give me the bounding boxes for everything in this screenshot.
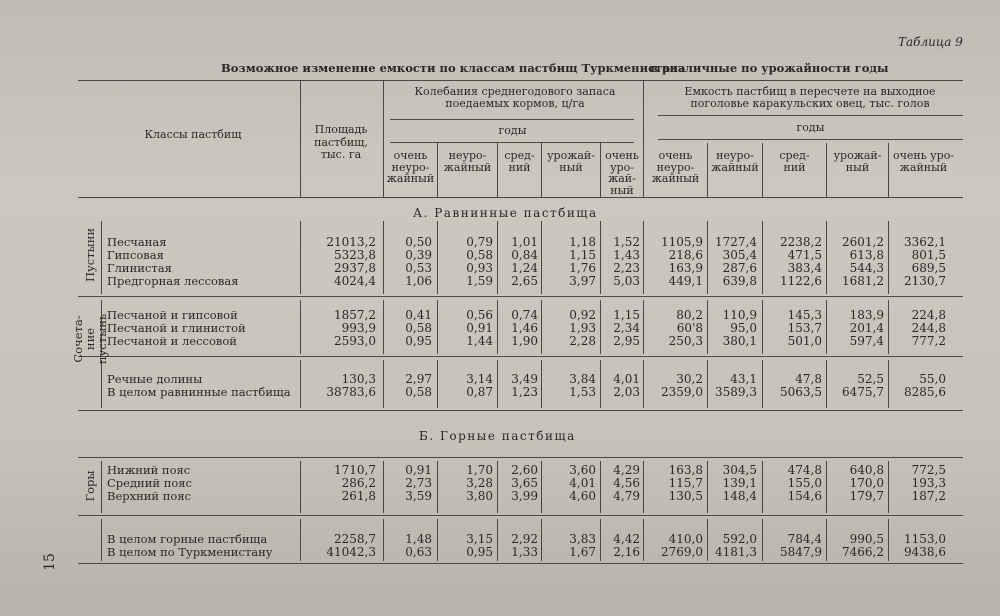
table-cell: 2238,2	[780, 235, 822, 249]
table-cell: 3,83	[569, 532, 596, 546]
table-number: Таблица 9	[898, 35, 963, 49]
header-capacity-column: жайный	[899, 160, 948, 174]
table-cell: 2,92	[511, 532, 538, 546]
table-cell: 1,67	[569, 545, 596, 560]
table-cell: 2,16	[613, 545, 640, 560]
table-cell: 187,2	[911, 489, 946, 504]
table-cell: 1,44	[466, 334, 493, 349]
table-cell: 3589,3	[715, 385, 757, 400]
column-rule	[101, 461, 102, 513]
table-cell: 2130,7	[904, 274, 946, 289]
table-title: Возможное изменение емкости по классам пастбищ Туркменистана	[221, 61, 686, 75]
header-fluct-column: ный	[610, 183, 634, 197]
column-rule	[300, 221, 301, 294]
table-cell: 4,29	[613, 463, 640, 477]
table-cell: 193,3	[911, 476, 946, 491]
table-cell: 163,9	[668, 261, 703, 276]
table-cell: 153,7	[787, 321, 822, 336]
header-years: годы	[796, 121, 825, 134]
table-cell: 0,79	[466, 235, 493, 249]
table-cell: 1710,7	[334, 463, 376, 477]
table-cell: 183,9	[849, 308, 884, 322]
table-cell: 0,50	[405, 235, 432, 249]
header-capacity: Емкость пастбищ в пересчете на выходное	[684, 85, 936, 98]
table-cell: 2593,0	[334, 334, 376, 349]
rule-line	[658, 139, 963, 140]
table-cell: 218,6	[668, 248, 703, 263]
header-fluctuation: Колебания среднегодового запаса	[414, 85, 616, 98]
table-cell: 2,34	[613, 321, 640, 336]
header-capacity-column: очень уро-	[892, 149, 955, 162]
table-cell: 597,4	[849, 334, 884, 349]
header-fluct-column: ный	[559, 160, 583, 174]
header-fluct-column: жайный	[386, 172, 435, 185]
rule-line	[78, 356, 963, 357]
rule-line	[390, 119, 634, 120]
header-classes: Классы пастбищ	[144, 128, 242, 141]
column-rule	[300, 360, 301, 408]
table-cell: 6475,7	[842, 385, 884, 400]
table-cell: 2258,7	[334, 532, 376, 546]
table-cell: 1,76	[569, 261, 596, 276]
header-fluct-column: очень	[393, 149, 428, 162]
table-cell: 1,59	[466, 274, 493, 289]
row-label: Верхний пояс	[107, 489, 192, 504]
table-cell: 43,1	[730, 372, 757, 386]
table-cell: 3,28	[466, 476, 493, 491]
table-cell: 55,0	[919, 372, 946, 386]
rule-line	[78, 563, 963, 564]
table-cell: 689,5	[911, 261, 946, 276]
table-cell: 1,23	[511, 385, 538, 400]
table-cell: 0,95	[405, 334, 432, 349]
rule-line	[78, 515, 963, 516]
table-cell: 1,70	[466, 463, 493, 477]
table-cell: 1857,2	[334, 308, 376, 322]
row-label: Песчаной и гипсовой	[107, 308, 238, 322]
rule-line	[78, 80, 963, 81]
row-label: Глинистая	[107, 261, 172, 276]
table-cell: 170,0	[849, 476, 884, 491]
column-rule	[300, 519, 301, 561]
table-cell: 1,06	[405, 274, 432, 289]
row-label: В целом равнинные пастбища	[107, 385, 291, 400]
table-cell: 0,58	[405, 321, 432, 336]
table-cell: 1,15	[569, 248, 596, 263]
header-capacity-column: урожай-	[833, 149, 882, 162]
table-cell: 286,2	[341, 476, 376, 491]
group-label	[72, 305, 108, 373]
group-label-line: ние	[83, 327, 97, 351]
table-cell: 3,59	[405, 489, 432, 504]
table-cell: 0,63	[405, 545, 432, 560]
table-cell: 501,0	[787, 334, 822, 349]
table-cell: 639,8	[722, 274, 757, 289]
section-title: Б. Горные пастбища	[419, 429, 576, 443]
table-cell: 0,53	[405, 261, 432, 276]
row-label: Предгорная лессовая	[107, 274, 239, 289]
table-cell: 3,49	[511, 372, 538, 386]
table-cell: 30,2	[676, 372, 703, 386]
table-cell: 1105,9	[661, 235, 703, 249]
table-cell: 1,93	[569, 321, 596, 336]
table-cell: 7466,2	[842, 545, 884, 560]
row-label: Песчаная	[107, 235, 167, 249]
table-cell: 4,60	[569, 489, 596, 504]
table-cell: 0,58	[466, 248, 493, 263]
table-cell: 1,33	[511, 545, 538, 560]
header-capacity-column: ний	[783, 160, 806, 174]
group-label: Горы	[83, 470, 97, 502]
header-fluct-column: жай-	[608, 172, 636, 185]
table-cell: 139,1	[722, 476, 757, 491]
table-cell: 2,73	[405, 476, 432, 491]
table-cell: 2,95	[613, 334, 640, 349]
table-cell: 1,24	[511, 261, 538, 276]
table-cell: 1,52	[613, 235, 640, 249]
row-label: Песчаной и лессовой	[107, 334, 237, 349]
table-cell: 5063,5	[780, 385, 822, 400]
column-rule	[101, 221, 102, 294]
table-cell: 640,8	[849, 463, 884, 477]
column-rule	[101, 519, 102, 561]
table-cell: 3,99	[511, 489, 538, 504]
table-cell: 471,5	[787, 248, 822, 263]
table-cell: 224,8	[911, 308, 946, 322]
header-capacity: поголовье каракульских овец, тыс. голов	[690, 97, 930, 110]
table-cell: 0,93	[466, 261, 493, 276]
table-title-cont: в различные по урожайности годы	[650, 61, 889, 75]
table-cell: 0,41	[405, 308, 432, 322]
table-cell: 1,43	[613, 248, 640, 263]
table-cell: 410,0	[668, 532, 703, 546]
header-fluct-column: неуро-	[448, 149, 487, 162]
table-cell: 2601,2	[842, 235, 884, 249]
table-cell: 110,9	[722, 308, 757, 322]
table-cell: 2,60	[511, 463, 538, 477]
table-cell: 95,0	[730, 321, 757, 336]
table-cell: 2,65	[511, 274, 538, 289]
table-cell: 592,0	[722, 532, 757, 546]
table-cell: 2359,0	[661, 385, 703, 400]
rule-line	[658, 115, 963, 116]
header-capacity-column: очень	[658, 149, 693, 162]
header-fluct-column: жайный	[443, 160, 492, 174]
table-cell: 3,80	[466, 489, 493, 504]
table-cell: 4,01	[613, 372, 640, 386]
rule-line	[78, 457, 963, 458]
table-cell: 3,84	[569, 372, 596, 386]
header-capacity-column: неуро-	[656, 160, 695, 174]
section-title: А. Равнинные пастбища	[413, 206, 598, 220]
header-fluct-column: уро-	[610, 160, 634, 174]
table-cell: 2,03	[613, 385, 640, 400]
table-cell: 993,9	[341, 321, 376, 336]
table-cell: 3,15	[466, 532, 493, 546]
table-cell: 449,1	[668, 274, 703, 289]
table-cell: 145,3	[787, 308, 822, 322]
table-cell: 1122,6	[780, 274, 822, 289]
rule-line	[390, 142, 634, 143]
header-fluctuation: поедаемых кормов, ц/га	[445, 97, 585, 110]
group-label: Пустыни	[83, 227, 97, 283]
table-cell: 8285,6	[904, 385, 946, 400]
table-cell: 801,5	[911, 248, 946, 263]
header-capacity-column: неуро-	[716, 149, 754, 162]
table-cell: 1,90	[511, 334, 538, 349]
row-label: Гипсовая	[107, 248, 164, 263]
table-cell: 2769,0	[661, 545, 703, 560]
column-rule	[300, 81, 301, 197]
header-fluct-column: урожай-	[547, 149, 595, 162]
rule-line	[78, 410, 963, 411]
header-area: тыс. га	[320, 148, 362, 161]
table-cell: 41042,3	[326, 545, 376, 560]
table-cell: 304,5	[722, 463, 757, 477]
table-cell: 474,8	[787, 463, 822, 477]
table-cell: 130,3	[341, 372, 376, 386]
row-label: В целом горные пастбища	[107, 532, 268, 546]
table-cell: 380,1	[722, 334, 757, 349]
header-fluct-column: ний	[508, 160, 531, 174]
table-cell: 250,3	[668, 334, 703, 349]
table-cell: 3,97	[569, 274, 596, 289]
table-cell: 0,39	[405, 248, 432, 263]
table-cell: 4181,3	[715, 545, 757, 560]
table-cell: 1727,4	[715, 235, 757, 249]
table-cell: 2,23	[613, 261, 640, 276]
header-fluct-column: сред-	[504, 149, 535, 162]
table-cell: 80,2	[676, 308, 703, 322]
table-cell: 47,8	[795, 372, 822, 386]
table-cell: 261,8	[341, 489, 376, 504]
group-label-line: пустынь	[95, 313, 109, 365]
table-cell: 244,8	[911, 321, 946, 336]
header-area: Площадь	[314, 123, 368, 136]
header-capacity-column: жайный	[711, 160, 759, 174]
table-cell: 2937,8	[334, 261, 376, 276]
table-cell: 1,01	[511, 235, 538, 249]
table-cell: 0,84	[511, 248, 538, 263]
table-cell: 4024,4	[334, 274, 376, 289]
page-number: 15	[42, 553, 58, 571]
table-cell: 990,5	[849, 532, 884, 546]
table-cell: 772,5	[911, 463, 946, 477]
table-cell: 0,74	[511, 308, 538, 322]
row-label: Нижний пояс	[107, 463, 191, 477]
table-cell: 287,6	[722, 261, 757, 276]
table-cell: 0,87	[466, 385, 493, 400]
row-label: В целом по Туркменистану	[107, 545, 273, 560]
table-cell: 5323,8	[334, 248, 376, 263]
table-cell: 60'8	[676, 321, 703, 336]
table-cell: 3,65	[511, 476, 538, 491]
table-cell: 0,95	[466, 545, 493, 560]
header-fluct-column: неуро-	[391, 160, 430, 174]
table-cell: 3362,1	[904, 235, 946, 249]
table-cell: 5847,9	[780, 545, 822, 560]
column-rule	[300, 300, 301, 354]
table-cell: 155,0	[787, 476, 822, 491]
table-cell: 1,46	[511, 321, 538, 336]
table-cell: 38783,6	[326, 385, 376, 400]
table-cell: 4,42	[613, 532, 640, 546]
table-cell: 1,53	[569, 385, 596, 400]
table-cell: 4,56	[613, 476, 640, 491]
table-cell: 544,3	[849, 261, 884, 276]
table-cell: 1,18	[569, 235, 596, 249]
rule-line	[78, 296, 963, 297]
table-cell: 4,01	[569, 476, 596, 491]
table-cell: 0,58	[405, 385, 432, 400]
column-rule	[300, 461, 301, 513]
table-cell: 130,5	[668, 489, 703, 504]
table-cell: 115,7	[668, 476, 703, 491]
table-cell: 3,60	[569, 463, 596, 477]
table-cell: 52,5	[857, 372, 884, 386]
table-cell: 4,79	[613, 489, 640, 504]
table-cell: 154,6	[787, 489, 822, 504]
table-cell: 148,4	[722, 489, 757, 504]
row-label: Средний пояс	[107, 476, 192, 491]
table-cell: 1153,0	[904, 532, 946, 546]
group-label-line: Сочета-	[71, 315, 85, 363]
rule-line	[78, 197, 963, 198]
table-cell: 2,97	[405, 372, 432, 386]
table-cell: 2,28	[569, 334, 596, 349]
table-cell: 0,91	[405, 463, 432, 477]
header-capacity-column: ный	[845, 160, 870, 174]
table-cell: 3,14	[466, 372, 493, 386]
table-cell: 179,7	[849, 489, 884, 504]
header-fluct-column: очень	[605, 149, 639, 162]
table-cell: 163,8	[668, 463, 703, 477]
table-cell: 777,2	[911, 334, 946, 349]
header-capacity-column: жайный	[651, 172, 700, 185]
header-area: пастбищ,	[314, 135, 368, 149]
table-cell: 0,91	[466, 321, 493, 336]
table-cell: 1,48	[405, 532, 432, 546]
table-cell: 784,4	[787, 532, 822, 546]
table-cell: 21013,2	[326, 235, 376, 249]
table-cell: 5,03	[613, 274, 640, 289]
table-cell: 0,92	[569, 308, 596, 322]
table-cell: 9438,6	[904, 545, 946, 560]
header-years: годы	[498, 124, 527, 137]
table-cell: 613,8	[849, 248, 884, 263]
table-cell: 1,15	[613, 308, 640, 322]
table-cell: 0,56	[466, 308, 493, 322]
table-cell: 201,4	[849, 321, 884, 336]
table-cell: 383,4	[787, 261, 822, 276]
header-capacity-column: сред-	[779, 149, 810, 162]
table-cell: 305,4	[722, 248, 757, 263]
table-cell: 1681,2	[842, 274, 884, 289]
row-label: Речные долины	[107, 372, 203, 386]
row-label: Песчаной и глинистой	[107, 321, 246, 336]
